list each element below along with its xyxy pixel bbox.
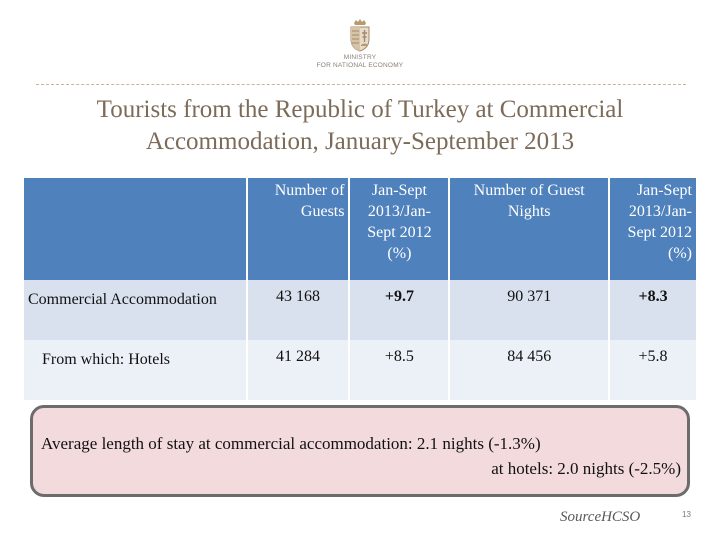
row-label: Commercial Accommodation: [24, 280, 246, 340]
callout-line-2: at hotels: 2.0 nights (-2.5%): [491, 459, 681, 478]
page-title: [20, 94, 700, 158]
guests-cell: 43 168: [248, 280, 349, 340]
guests-change-cell: +9.7: [350, 280, 448, 340]
ministry-line-2: FOR NATIONAL ECONOMY: [316, 62, 404, 69]
guests-change-cell: +8.5: [350, 340, 448, 400]
tourism-table: [22, 178, 698, 400]
callout-line-1: Average length of stay at commercial accommodation: 2.1 nights (-1.3%): [41, 434, 541, 453]
header-number-of-guest-nights: Number of Guest Nights: [450, 178, 608, 280]
nights-cell: 84 456: [450, 340, 608, 400]
table-row: [24, 340, 696, 400]
header-nights-change: Jan-Sept 2013/Jan-Sept 2012 (%): [610, 178, 696, 280]
ministry-logo: [300, 18, 420, 82]
row-label: From which: Hotels: [24, 340, 246, 400]
header-number-of-guests: Number of Guests: [248, 178, 349, 280]
nights-cell: 90 371: [450, 280, 608, 340]
ministry-line-1: MINISTRY: [343, 54, 377, 61]
source-note: SourceHCSO: [560, 509, 641, 525]
ministry-name: [300, 54, 420, 70]
nights-change-cell: +8.3: [610, 280, 696, 340]
title-line-1: Tourists from the Republic of Turkey at Commercial: [96, 96, 624, 123]
divider: [36, 84, 686, 86]
header-guests-change: Jan-Sept 2013/Jan-Sept 2012 (%): [350, 178, 448, 280]
header-corner: [24, 178, 246, 280]
guests-cell: 41 284: [248, 340, 349, 400]
nights-change-cell: +5.8: [610, 340, 696, 400]
average-stay-callout: [30, 405, 690, 497]
page-number: 13: [682, 510, 691, 519]
title-line-2: Accommodation, January-September 2013: [145, 128, 575, 155]
coat-of-arms-icon: [347, 18, 373, 52]
header-row: [24, 178, 696, 280]
table-row: [24, 280, 696, 340]
